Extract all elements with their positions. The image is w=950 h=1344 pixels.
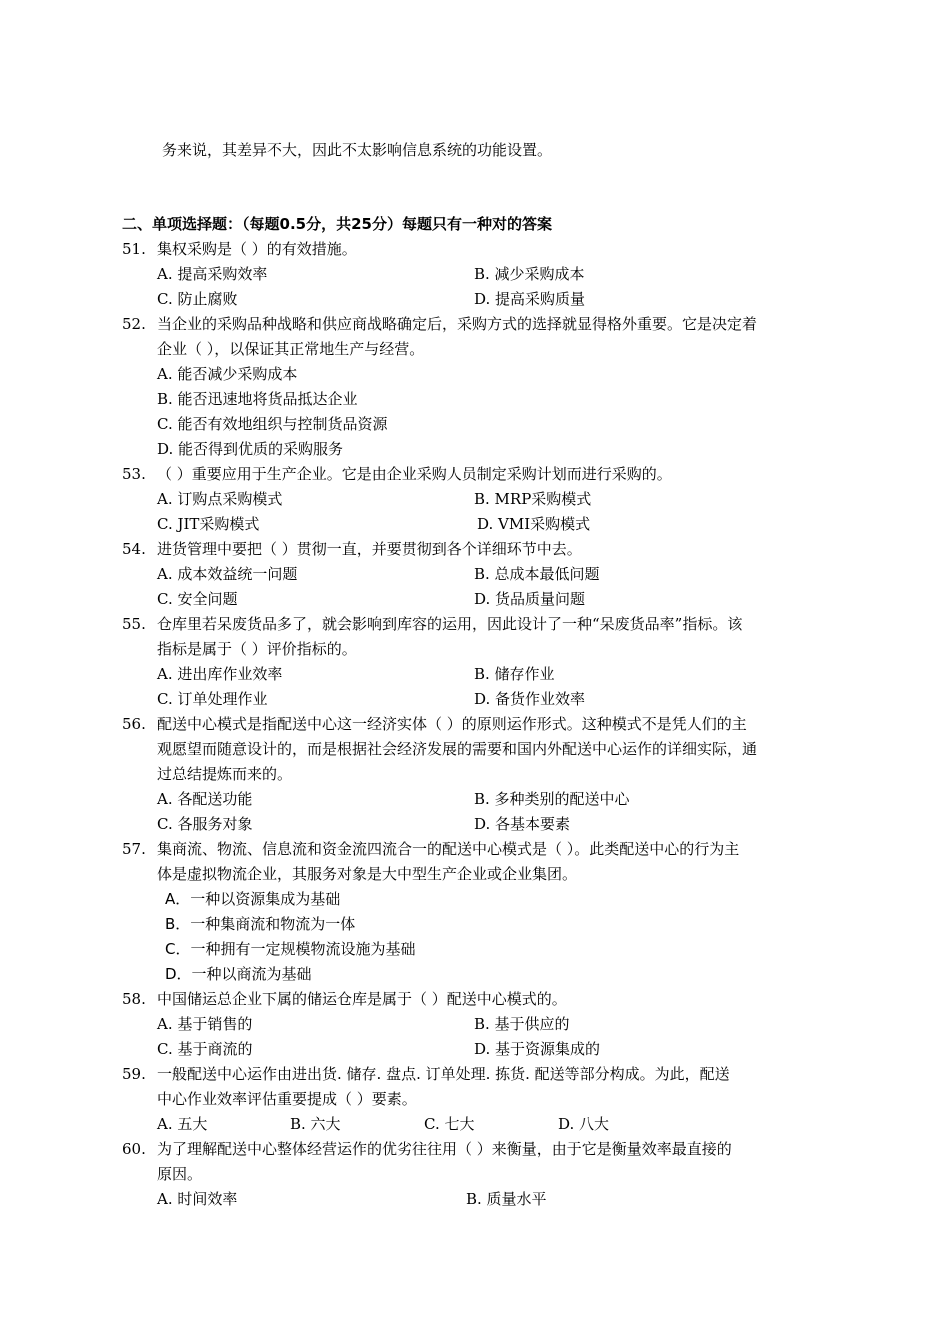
question-text: 企业（ ），以保证其正常地生产与经营。 xyxy=(157,340,425,358)
question-text: 体是虚拟物流企业，其服务对象是大中型生产企业或企业集团。 xyxy=(157,865,578,883)
question-text: 原因。 xyxy=(157,1165,203,1183)
question-number: 51. xyxy=(122,240,146,258)
question-text: 中心作业效率评估重要提成（ ）要素。 xyxy=(157,1090,417,1108)
question-text: 观愿望而随意设计的，而是根据社会经济发展的需要和国内外配送中心运作的详细实际，通 xyxy=(157,740,758,758)
option-c: C. 安全问题 xyxy=(157,590,238,608)
option-d: D. 各基本要素 xyxy=(474,815,571,833)
question-number: 52. xyxy=(122,315,146,333)
option-a: A．一种以资源集成为基础 xyxy=(165,890,341,908)
option-a: A. 基于销售的 xyxy=(157,1015,253,1033)
question-number: 57. xyxy=(122,840,146,858)
option-d: D. 货品质量问题 xyxy=(474,590,586,608)
option-c: C. JIT采购模式 xyxy=(157,515,260,533)
option-a: A. 各配送功能 xyxy=(157,790,253,808)
option-b: B. 六大 xyxy=(290,1115,341,1133)
question-text: 仓库里若呆废货品多了，就会影响到库容的运用，因此设计了一种“呆废货品率”指标。该 xyxy=(157,615,743,633)
question-text: 为了理解配送中心整体经营运作的优劣往往用（ ）来衡量，由于它是衡量效率最直接的 xyxy=(157,1140,732,1158)
option-d: D. 备货作业效率 xyxy=(474,690,586,708)
option-c: C. 基于商流的 xyxy=(157,1040,253,1058)
option-b: B. 多种类别的配送中心 xyxy=(474,790,630,808)
option-b: B. 基于供应的 xyxy=(474,1015,570,1033)
option-c: C. 各服务对象 xyxy=(157,815,253,833)
option-b: B．一种集商流和物流为一体 xyxy=(165,915,356,933)
option-c: C. 七大 xyxy=(424,1115,475,1133)
option-c: C．一种拥有一定规模物流设施为基础 xyxy=(165,940,416,958)
question-number: 53. xyxy=(122,465,146,483)
option-a: A. 时间效率 xyxy=(157,1190,238,1208)
question-text: 进货管理中要把（ ）贯彻一直，并要贯彻到各个详细环节中去。 xyxy=(157,540,582,558)
question-text: 指标是属于（ ）评价指标的。 xyxy=(157,640,357,658)
option-a: A. 五大 xyxy=(157,1115,208,1133)
option-a: A. 成本效益统一问题 xyxy=(157,565,298,583)
option-b: B. 减少采购成本 xyxy=(474,265,585,283)
option-c: C. 防止腐败 xyxy=(157,290,238,308)
question-number: 60. xyxy=(122,1140,146,1158)
option-b: B. 质量水平 xyxy=(466,1190,547,1208)
question-text: 一般配送中心运作由进出货. 储存. 盘点. 订单处理. 拣货. 配送等部分构成。为此，配送 xyxy=(157,1065,730,1083)
option-b: B. MRP采购模式 xyxy=(474,490,592,508)
question-number: 58. xyxy=(122,990,146,1008)
option-c: C. 能否有效地组织与控制货品资源 xyxy=(157,415,388,433)
question-text: 集权采购是（ ）的有效措施。 xyxy=(157,240,357,258)
option-d: D. 提高采购质量 xyxy=(474,290,586,308)
option-c: C. 订单处理作业 xyxy=(157,690,268,708)
question-number: 56. xyxy=(122,715,146,733)
option-a: A. 提高采购效率 xyxy=(157,265,268,283)
option-b: B. 储存作业 xyxy=(474,665,555,683)
carryover-paragraph: 务来说，其差异不大，因此不太影响信息系统的功能设置。 xyxy=(162,141,553,159)
question-text: （ ）重要应用于生产企业。它是由企业采购人员制定采购计划而进行采购的。 xyxy=(157,465,672,483)
option-d: D. 能否得到优质的采购服务 xyxy=(157,440,344,458)
option-b: B. 总成本最低问题 xyxy=(474,565,600,583)
question-text: 配送中心模式是指配送中心这一经济实体（ ）的原则运作形式。这种模式不是凭人们的主 xyxy=(157,715,747,733)
option-a: A. 进出库作业效率 xyxy=(157,665,283,683)
question-text: 中国储运总企业下属的储运仓库是属于（ ）配送中心模式的。 xyxy=(157,990,567,1008)
option-d: D．一种以商流为基础 xyxy=(165,965,312,983)
option-a: A. 订购点采购模式 xyxy=(157,490,283,508)
option-d: D. 基于资源集成的 xyxy=(474,1040,601,1058)
option-a: A. 能否减少采购成本 xyxy=(157,365,298,383)
question-text: 集商流、物流、信息流和资金流四流合一的配送中心模式是（ ）。此类配送中心的行为主 xyxy=(157,840,740,858)
question-number: 59. xyxy=(122,1065,146,1083)
option-b: B. 能否迅速地将货品抵达企业 xyxy=(157,390,358,408)
question-number: 54. xyxy=(122,540,146,558)
option-d: D. VMI采购模式 xyxy=(477,515,591,533)
question-text: 当企业的采购品种战略和供应商战略确定后，采购方式的选择就显得格外重要。它是决定着 xyxy=(157,315,758,333)
question-number: 55. xyxy=(122,615,146,633)
section-heading: 二、单项选择题：（每题0.5分，共25分）每题只有一种对的答案 xyxy=(122,215,552,233)
option-d: D. 八大 xyxy=(558,1115,610,1133)
question-text: 过总结提炼而来的。 xyxy=(157,765,293,783)
